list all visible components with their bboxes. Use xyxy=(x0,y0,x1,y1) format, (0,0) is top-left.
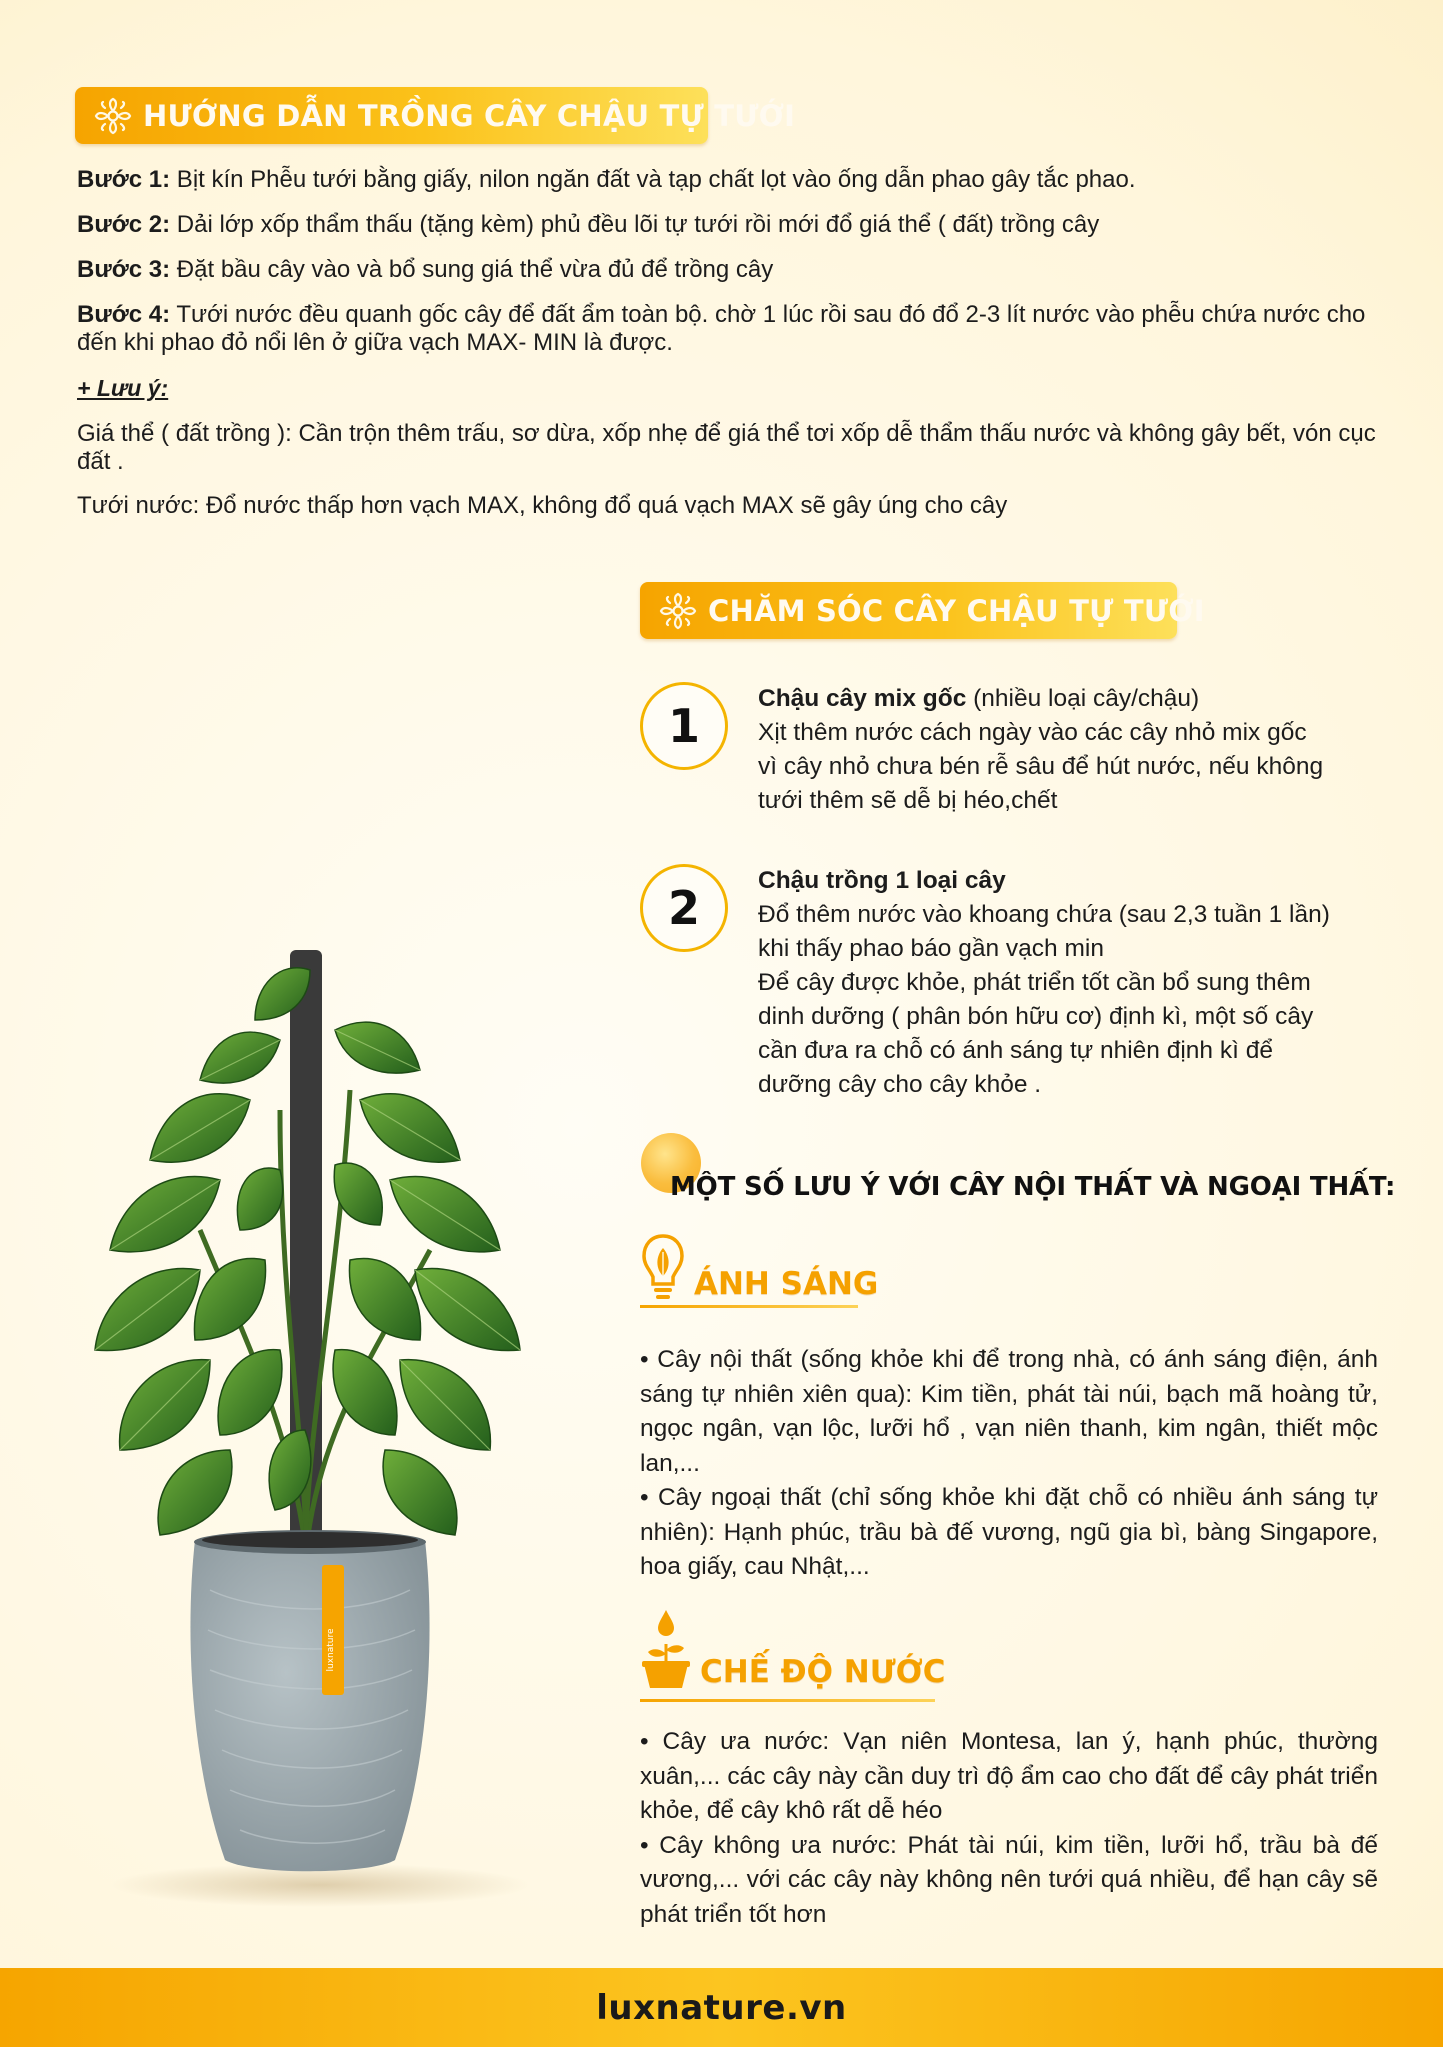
footer-bar xyxy=(0,1968,1443,2047)
water-bullet-loves-water: • Cây ưa nước: Vạn niên Montesa, lan ý, hạnh phúc, thường xuân,... các cây này cần duy trì độ ẩm cao cho đất để cây phát triển khỏe, để cây khô rất dễ héo xyxy=(640,1728,1378,1824)
plant-pot-image xyxy=(50,930,570,1910)
care-line: dưỡng cây cho cây khỏe . xyxy=(758,1071,1042,1098)
step-label: Bước 3: xyxy=(77,256,171,283)
care-line: Để cây được khỏe, phát triển tốt cần bổ sung thêm xyxy=(758,969,1311,996)
care-number-badge: 2 xyxy=(640,864,728,952)
water-section-header xyxy=(640,1606,945,1692)
step-text: Đặt bầu cây vào và bổ sung giá thể vừa đủ để trồng cây xyxy=(170,256,774,283)
care-item-title: Chậu trồng 1 loại cây xyxy=(758,867,1006,894)
care-banner xyxy=(640,582,1205,639)
water-bullets xyxy=(640,1725,1378,1932)
website-link[interactable]: luxnature.vn xyxy=(596,1987,847,2028)
care-line: tưới thêm sẽ dễ bị héo,chết xyxy=(758,787,1058,814)
step-text: Tưới nước đều quanh gốc cây để đất ẩm toàn bộ. chờ 1 lúc rồi sau đó đổ 2-3 lít nước vào phễu chứa nước cho đến khi phao đỏ nổi lên ở giữa vạch MAX- MIN là được. xyxy=(77,301,1366,356)
light-bullet-indoor: • Cây nội thất (sống khỏe khi để trong nhà, có ánh sáng điện, ánh sáng tự nhiên xiên qua): Kim tiền, phát tài núi, bạch mã hoàng tử, ngọc ngân, vạn lộc, lưỡi hổ , vạn niên thanh, kim ngân, thiết mộc lan,... xyxy=(640,1346,1378,1477)
care-body xyxy=(758,682,1398,818)
care-line: dinh dưỡng ( phân bón hữu cơ) định kì, một số cây xyxy=(758,1003,1314,1030)
step-4 xyxy=(77,301,1387,357)
light-bullet-outdoor: • Cây ngoại thất (chỉ sống khỏe khi đặt chỗ có nhiều ánh sáng tự nhiên): Hạnh phúc, trầu bà đế vương, ngũ gia bì, bàng Singapore, hoa giấy, cau Nhật,... xyxy=(640,1484,1378,1580)
notes-heading: MỘT SỐ LƯU Ý VỚI CÂY NỘI THẤT VÀ NGOẠI THẤT: xyxy=(670,1172,1396,1202)
step-label: Bước 4: xyxy=(77,301,171,328)
care-line: vì cây nhỏ chưa bén rễ sâu để hút nước, nếu không xyxy=(758,753,1324,780)
care-line: Xịt thêm nước cách ngày vào các cây nhỏ mix gốc xyxy=(758,719,1307,746)
care-item-title: Chậu cây mix gốc xyxy=(758,685,967,712)
note-substrate: Giá thể ( đất trồng ): Cần trộn thêm trấu, sơ dừa, xốp nhẹ để giá thể tơi xốp dễ thẩm thấu nước và không gây bết, vón cục đất . xyxy=(77,420,1376,475)
step-3 xyxy=(77,256,1387,284)
light-title: ÁNH SÁNG xyxy=(694,1266,879,1302)
note-watering: Tưới nước: Đổ nước thấp hơn vạch MAX, không đổ quá vạch MAX sẽ gây úng cho cây xyxy=(77,492,1008,519)
care-item-subtitle: (nhiều loại cây/chậu) xyxy=(966,685,1200,712)
note-heading: + Lưu ý: xyxy=(77,375,169,401)
step-text: Dải lớp xốp thẩm thấu (tặng kèm) phủ đều lõi tự tưới rồi mới đổ giá thể ( đất) trồng cây xyxy=(170,211,1100,238)
light-bullets xyxy=(640,1343,1378,1585)
pot-label: luxnature xyxy=(326,1628,336,1672)
light-section-header xyxy=(640,1232,878,1304)
light-underline xyxy=(640,1305,858,1308)
care-item-2 xyxy=(640,864,1400,1104)
water-title: CHẾ ĐỘ NƯỚC xyxy=(700,1654,946,1690)
step-label: Bước 1: xyxy=(77,166,171,193)
care-body xyxy=(758,864,1398,1102)
step-text: Bịt kín Phễu tưới bằng giấy, nilon ngăn đất và tạp chất lọt vào ống dẫn phao gây tắc phao. xyxy=(170,166,1136,193)
water-bullet-dislikes-water: • Cây không ưa nước: Phát tài núi, kim tiền, lưỡi hổ, trầu bà đế vương,... với các cây này không nên tưới quá nhiều, để hạn cây sẽ phát triển tốt hơn xyxy=(640,1831,1378,1928)
step-1 xyxy=(77,166,1387,194)
care-title: CHĂM SÓC CÂY CHẬU TỰ TƯỚI xyxy=(708,593,1205,628)
guide-banner xyxy=(75,87,796,144)
watering-plant-icon xyxy=(640,1606,692,1692)
care-number-badge: 1 xyxy=(640,682,728,770)
care-line: cần đưa ra chỗ có ánh sáng tự nhiên định kì để xyxy=(758,1037,1273,1064)
guide-title: HƯỚNG DẪN TRỒNG CÂY CHẬU TỰ TƯỚI xyxy=(143,98,796,133)
lightbulb-icon xyxy=(640,1232,686,1304)
step-2 xyxy=(77,211,1387,239)
care-line: Đổ thêm nước vào khoang chứa (sau 2,3 tuần 1 lần) xyxy=(758,901,1330,928)
ornament-icon xyxy=(658,591,698,631)
care-item-1 xyxy=(640,682,1400,822)
step-label: Bước 2: xyxy=(77,211,171,238)
ornament-icon xyxy=(93,96,133,136)
care-line: khi thấy phao báo gần vạch min xyxy=(758,935,1104,962)
water-underline xyxy=(640,1699,935,1702)
